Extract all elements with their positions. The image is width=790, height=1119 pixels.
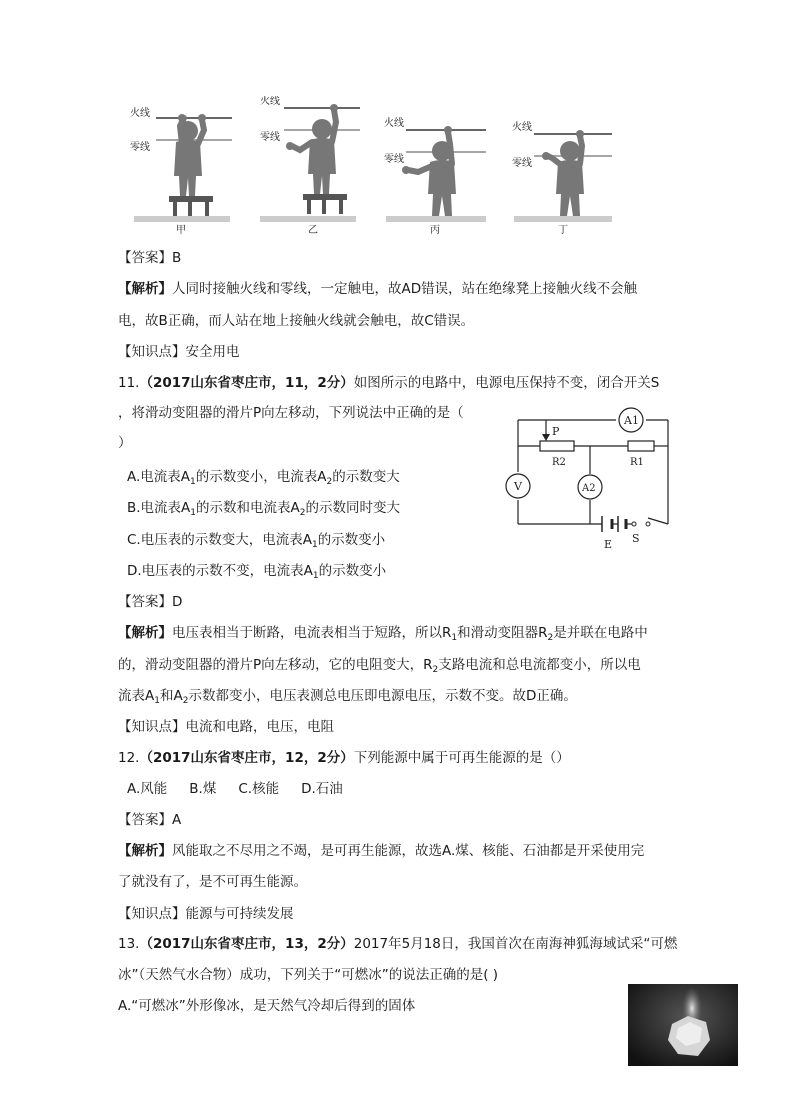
q11-answer xyxy=(118,592,182,612)
question-source: （2017山东省枣庄市，13，2分） xyxy=(139,936,354,952)
question-source: （2017山东省枣庄市，11，2分） xyxy=(139,375,354,391)
question-source: （2017山东省枣庄市，12，2分） xyxy=(139,750,354,766)
label-r2: R2 xyxy=(552,457,566,468)
caption-ding: 丁 xyxy=(558,225,568,236)
label-r1: R1 xyxy=(630,457,644,468)
label-v: V xyxy=(514,480,522,493)
scene-yi xyxy=(260,96,360,236)
neutral-wire-label: 零线 xyxy=(512,158,532,169)
question-number: 12. xyxy=(118,750,140,766)
q12-answer xyxy=(118,810,181,830)
q11-stem-line-3: ） xyxy=(118,435,132,451)
q12-option-b: B.煤 xyxy=(189,781,217,797)
q12-option-c: C.核能 xyxy=(238,781,280,797)
live-wire-label: 火线 xyxy=(260,96,280,107)
neutral-wire-label: 零线 xyxy=(384,154,404,165)
q11-option-b: B.电流表$A_1$的示数和电流表$A_2$的示数同时变大 xyxy=(127,500,401,518)
caption-bing: 丙 xyxy=(430,225,440,236)
label-a1: A1 xyxy=(624,414,639,427)
circuit-diagram xyxy=(500,404,680,554)
q11-option-a: A.电流表$A_1$的示数变小，电流表$A_2$的示数变大 xyxy=(127,469,400,487)
q11-stem-line-2: ，将滑动变阻器的滑片P向左移动，下列说法中正确的是（ xyxy=(118,405,464,421)
live-wire-label: 火线 xyxy=(512,122,532,133)
scene-jia xyxy=(130,106,232,236)
q11-analysis-line-1: 【解析】电压表相当于断路，电流表相当于短路，所以$R_1$和滑动变阻器$R_2$是并联在电路中 xyxy=(118,625,648,643)
shock-figure-row xyxy=(126,96,616,238)
q12-options xyxy=(127,779,343,799)
answer-value: B xyxy=(172,250,182,266)
q12-option-d: D.石油 xyxy=(301,781,343,797)
q10-analysis-line-1: 【解析】人同时接触火线和零线，一定触电，故AD错误，站在绝缘凳上接触火线不会触 xyxy=(118,281,638,297)
combustible-ice-photo xyxy=(628,984,738,1066)
live-wire-label: 火线 xyxy=(384,118,404,129)
q13-stem-line-1: 13.（2017山东省枣庄市，13，2分）2017年5月18日，我国首次在南海神狐海域试采“可燃 xyxy=(118,936,678,952)
caption-yi: 乙 xyxy=(308,225,318,236)
analysis-label: 【解析】 xyxy=(118,281,172,297)
q11-option-d: D.电压表的示数不变，电流表$A_1$的示数变小 xyxy=(127,563,387,581)
q11-stem-line-1: 11.（2017山东省枣庄市，11，2分）如图所示的电路中，电源电压保持不变，闭合开关S xyxy=(118,375,660,391)
caption-jia: 甲 xyxy=(176,225,186,236)
label-e: E xyxy=(604,538,613,551)
scene-ding xyxy=(512,120,612,236)
analysis-label: 【解析】 xyxy=(118,625,172,641)
label-p: P xyxy=(552,425,560,438)
q12-option-a: A.风能 xyxy=(127,781,168,797)
q13-stem-line-2: 冰”（天然气水合物）成功，下列关于“可燃冰”的说法正确的是( ) xyxy=(118,967,499,983)
label-a2: A2 xyxy=(582,483,596,494)
q12-analysis-line-2: 了就没有了，是不可再生能源。 xyxy=(118,874,307,890)
q10-answer xyxy=(118,248,181,268)
neutral-wire-label: 零线 xyxy=(260,132,280,143)
q12-stem: 12.（2017山东省枣庄市，12，2分）下列能源中属于可再生能源的是（） xyxy=(118,750,570,766)
label-s: S xyxy=(632,532,640,545)
answer-value: D xyxy=(172,594,183,610)
question-number: 13. xyxy=(118,936,140,952)
answer-label: 【答案】 xyxy=(118,250,172,266)
neutral-wire-label: 零线 xyxy=(130,142,150,153)
q11-knowledge: 【知识点】电流和电路，电压，电阻 xyxy=(118,719,334,735)
q10-knowledge: 【知识点】安全用电 xyxy=(118,344,240,360)
q12-analysis-line-1: 【解析】风能取之不尽用之不竭，是可再生能源，故选A.煤、核能、石油都是开采使用完 xyxy=(118,843,645,859)
q13-option-a: A.“可燃冰”外形像冰，是天然气冷却后得到的固体 xyxy=(118,998,416,1014)
analysis-label: 【解析】 xyxy=(118,843,172,859)
live-wire-label: 火线 xyxy=(130,108,150,119)
answer-label: 【答案】 xyxy=(118,812,172,828)
knowledge-label: 【知识点】 xyxy=(118,344,186,360)
q11-analysis-line-3: 流表$A_1$和$A_2$示数都变小，电压表测总电压即电源电压，示数不变。故D正确。 xyxy=(118,688,577,706)
q12-knowledge: 【知识点】能源与可持续发展 xyxy=(118,906,294,922)
knowledge-label: 【知识点】 xyxy=(118,906,186,922)
q11-option-c: C.电压表的示数变大，电流表$A_1$的示数变小 xyxy=(127,532,386,550)
knowledge-label: 【知识点】 xyxy=(118,719,186,735)
answer-value: A xyxy=(172,812,182,828)
answer-label: 【答案】 xyxy=(118,594,172,610)
scene-bing xyxy=(384,116,486,236)
q10-analysis-line-2: 电，故B正确，而人站在地上接触火线就会触电，故C错误。 xyxy=(118,313,475,329)
q11-analysis-line-2: 的，滑动变阻器的滑片P向左移动，它的电阻变大，$R_2$支路电流和总电流都变小，所以电 xyxy=(118,657,641,675)
question-number: 11. xyxy=(118,375,140,391)
